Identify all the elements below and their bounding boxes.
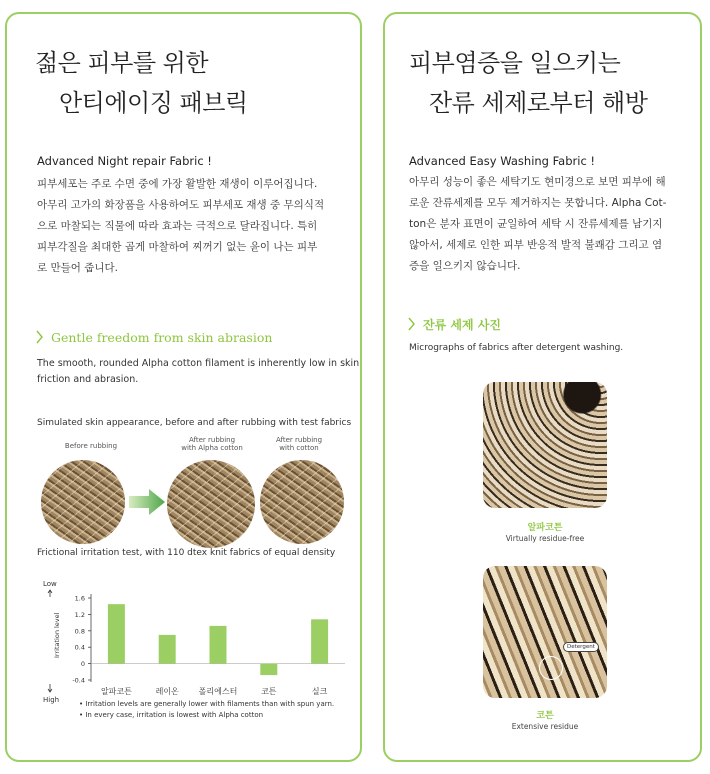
body-line: 않아서, 세제로 인한 피부 반응적 발적 불쾌감 그리고 염 (409, 239, 663, 251)
right-body (409, 172, 701, 277)
detergent-tag: Detergent (563, 642, 599, 652)
friction-chart-svg (33, 564, 353, 704)
x-tick-label: 레이온 (155, 687, 179, 696)
left-subheading: Advanced Night repair Fabric ! (37, 154, 212, 168)
body-line: ton은 분자 표면이 균일하여 세탁 시 잔류세제를 남기지 (409, 218, 663, 230)
chevron-right-icon (408, 316, 416, 335)
body-line: 피부각질을 최대한 곱게 마찰하여 찌꺼기 없는 윤이 나는 피부 (37, 241, 318, 253)
friction-caption: Frictional irritation test, with 110 dtex knit fabrics of equal density (37, 548, 336, 558)
body-line: 아무리 성능이 좋은 세탁기도 현미경으로 보면 피부에 해 (409, 176, 666, 188)
micro1-label-en: Virtually residue-free (505, 534, 585, 543)
body-line: 증을 일으키지 않습니다. (409, 260, 521, 272)
photo-label-before: Before rubbing (64, 442, 118, 450)
body-line: 로운 잔류세제를 모두 제거하지는 못합니다. Alpha Cot- (409, 197, 667, 209)
micro2-label-en: Extensive residue (511, 722, 579, 731)
body-line: 로 만들어 줍니다. (37, 262, 119, 274)
sim-caption: Simulated skin appearance, before and after rubbing with test fabrics (37, 418, 352, 428)
bar (260, 664, 277, 675)
section-line: The smooth, rounded Alpha cotton filament is inherently low in skin (37, 358, 360, 369)
skin-photo-before (41, 460, 125, 544)
skin-photo-cotton (260, 460, 344, 544)
left-title-line2: 안티에이징 패브릭 (59, 89, 248, 117)
micrograph-alpha-cotton (483, 382, 607, 508)
left-title-line1: 젊은 피부를 위한 (35, 49, 209, 77)
chevron-right-icon (36, 329, 44, 348)
body-line: 으로 마찰되는 직물에 따라 효과는 극적으로 달라집니다. 특히 (37, 220, 318, 232)
y-tick-label: 0.8 (74, 627, 85, 636)
bar (311, 619, 328, 663)
right-section-text: Micrographs of fabrics after detergent washing. (409, 343, 624, 353)
left-section-text (37, 356, 359, 388)
photo-label-alpha-l1: After rubbing (188, 436, 236, 444)
bar (210, 626, 227, 664)
y-axis-label: Irritation level (53, 612, 61, 658)
right-section-heading: 잔류 세제 사진 (423, 318, 501, 332)
micro1-label-ko: 알파코튼 (527, 523, 563, 533)
photo-label-cotton-l1: After rubbing (275, 436, 323, 444)
left-panel (5, 12, 362, 762)
y-tick-label: 1.6 (74, 594, 85, 603)
bar (159, 635, 176, 664)
body-line: 피부세포는 주로 수면 중에 가장 활발한 재생이 이루어집니다. (37, 178, 318, 190)
x-tick-label: 폴리에스터 (198, 687, 238, 696)
chart-note-2: • In every case, irritation is lowest with Alpha cotton (79, 711, 264, 719)
micro2-label-ko: 코튼 (536, 711, 554, 721)
right-title-line1: 피부염증을 일으키는 (409, 49, 621, 77)
arrow-right-icon (127, 488, 167, 520)
y-bottom-label: High (43, 696, 60, 704)
photo-label-alpha-l2: with Alpha cotton (181, 444, 243, 452)
photo-label-cotton-l2: with cotton (279, 444, 319, 452)
section-line: friction and abrasion. (37, 374, 139, 385)
right-title-line2: 잔류 세제로부터 해방 (429, 89, 648, 117)
x-tick-label: 실크 (311, 687, 328, 696)
y-tick-label: 0.4 (74, 643, 85, 652)
left-body (37, 174, 357, 279)
chart-note-1: • Irritation levels are generally lower with filaments than with spun yarn. (79, 700, 335, 708)
y-top-label: Low (43, 580, 57, 588)
micrograph-cotton (483, 566, 607, 698)
y-tick-label: 1.2 (74, 610, 85, 619)
photo-label-cotton (259, 436, 339, 452)
x-tick-label: 알파코튼 (100, 687, 132, 696)
photo-label-alpha (167, 436, 257, 452)
y-tick-label: 0 (80, 660, 85, 669)
skin-photo-alpha-cotton (167, 460, 255, 548)
bar (108, 604, 125, 663)
y-tick-label: -0.4 (72, 676, 85, 685)
residue-highlight-circle (539, 656, 563, 680)
right-panel (383, 12, 702, 762)
right-subheading: Advanced Easy Washing Fabric ! (409, 154, 596, 168)
body-line: 아무리 고가의 화장품을 사용하여도 피부세포 재생 중 무의식적 (37, 199, 325, 211)
friction-chart (33, 564, 353, 708)
x-tick-label: 코튼 (261, 687, 277, 696)
left-section-heading: Gentle freedom from skin abrasion (51, 330, 273, 345)
